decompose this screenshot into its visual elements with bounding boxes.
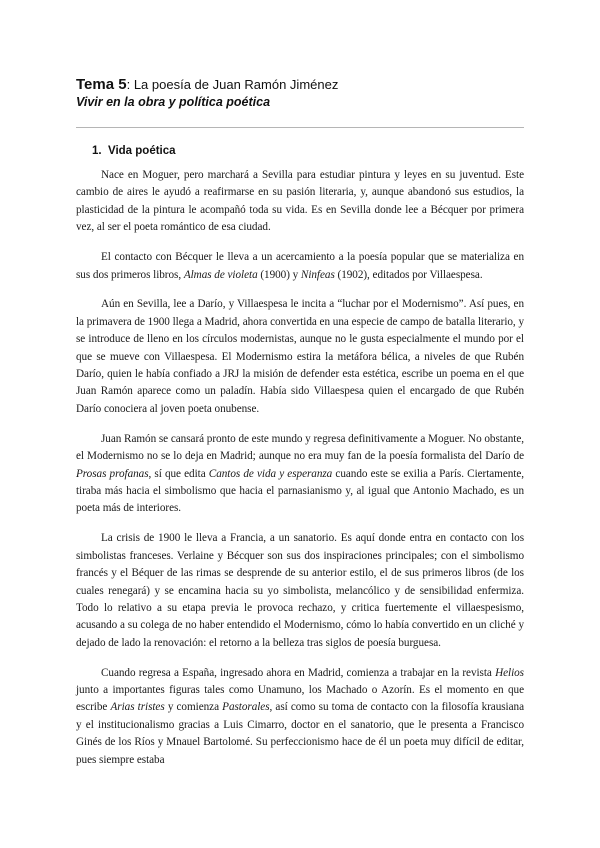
section-number: 1. (92, 145, 102, 157)
section-title: Vida poética (108, 145, 176, 157)
tema-label: Tema 5 (76, 76, 127, 93)
paragraph (76, 665, 524, 769)
page-subtitle: Vivir en la obra y política poética (76, 95, 271, 109)
text-run: y comienza (164, 701, 223, 714)
text-run: , sí que edita (148, 467, 209, 480)
italic-title: Almas de violeta (183, 268, 258, 281)
page-title (76, 76, 524, 93)
paragraph (76, 530, 524, 652)
header-divider (76, 127, 524, 128)
body-text (76, 167, 524, 782)
text-run: La crisis de 1900 le lleva a Francia, a un sanatorio. Es aquí donde entra en contacto con los simbolistas franceses. Verlaine y Bécquer son sus dos inspiraciones principales; con el simbolismo francés y el Béquer de las rimas se desprende de su anterior estilo, el de sus primeros libros (de los cuales renegará) y se encamina hacia su yo simbolista, melancólico y de sensibilidad enfermiza. Todo lo relativo a su etapa previa le provoca rechazo, y critica fuertemente el villaespesismo, acusando a su colega de no haber entendido el Modernismo, cómo lo había convertido en un cliché y dejado de lado la renovación: el retorno a la belleza tras siglos de poesía burguesa. (76, 532, 524, 649)
italic-title: Arias tristes (110, 701, 165, 714)
text-run: Juan Ramón se cansará pronto de este mundo y regresa definitivamente a Moguer. No obstante, el Modernismo no se lo deja en Madrid; aunque no era muy fan de la poesía formalista del Darío de (76, 432, 524, 463)
italic-title: Ninfeas (300, 268, 335, 281)
title-text: : La poesía de Juan Ramón Jiménez (126, 77, 339, 92)
text-run: , así como su toma de contacto con la filosofía krausiana y el institucionalismo gracias a Luis Cimarro, doctor en el sanatorio, que le presenta a Francisco Ginés de los Ríos y Mnauel Bartolomé. Su perfeccionismo hace de él un poeta muy difícil de editar, pues siempre estaba (76, 701, 524, 766)
paragraph (76, 296, 524, 418)
text-run: cuando este se exilia a París. Ciertamente, tiraba más hacia el simbolismo que hacia el parnasianismo y, al igual que Antonio Machado, es un poeta más de interiores. (76, 467, 525, 515)
paragraph (76, 431, 524, 518)
paragraph (76, 167, 524, 237)
text-run: (1902), editados por Villaespesa. (334, 268, 483, 281)
italic-title: Pastorales (222, 701, 270, 714)
text-run: junto a importantes figuras tales como Unamuno, los Machado o Azorín. Es el momento en que escribe (76, 684, 524, 714)
text-run: Cuando regresa a España, ingresado ahora en Madrid, comienza a trabajar en la revista (101, 666, 496, 679)
text-run: El contacto con Bécquer le lleva a un acercamiento a la poesía popular que se materializa en sus dos primeros libros, (76, 251, 524, 281)
italic-title: Prosas profanas (76, 467, 149, 480)
document-header (76, 76, 524, 110)
text-run: Nace en Moguer, pero marchará a Sevilla para estudiar pintura y leyes en su juventud. Este cambio de aires le ayudó a reafirmarse en su pasión literaria, y, aunque abandonó sus estudios, la plasticidad de la pintura le acompañó toda su vida. Es en Sevilla donde lee a Bécquer por primera vez, al ser el poeta romántico de esa ciudad. (76, 169, 524, 234)
text-run: (1900) y (257, 268, 301, 281)
section-heading (92, 145, 176, 157)
italic-title: Cantos de vida y esperanza (208, 467, 333, 480)
paragraph (76, 249, 524, 284)
italic-title: Helios (495, 666, 524, 679)
text-run: Aún en Sevilla, lee a Darío, y Villaespesa le incita a “luchar por el Modernismo”. Así pues, en la primavera de 1900 llega a Madrid, ahora convertida en una especie de campo de batalla literario, y se introduce de lleno en los círculos modernistas, aunque no le gusta especialmente el mundo por el que se mueve con Villaespesa. El Modernismo estira la metáfora bélica, a niveles de que Rubén Darío, quien le había confiado a JRJ la misión de defender esta estética, escribe un poema en el que Juan Ramón aparece como un paladín. Había sido Villaespesa quien el encargado de que Rubén Darío conociera al joven poeta onubense. (76, 298, 524, 415)
